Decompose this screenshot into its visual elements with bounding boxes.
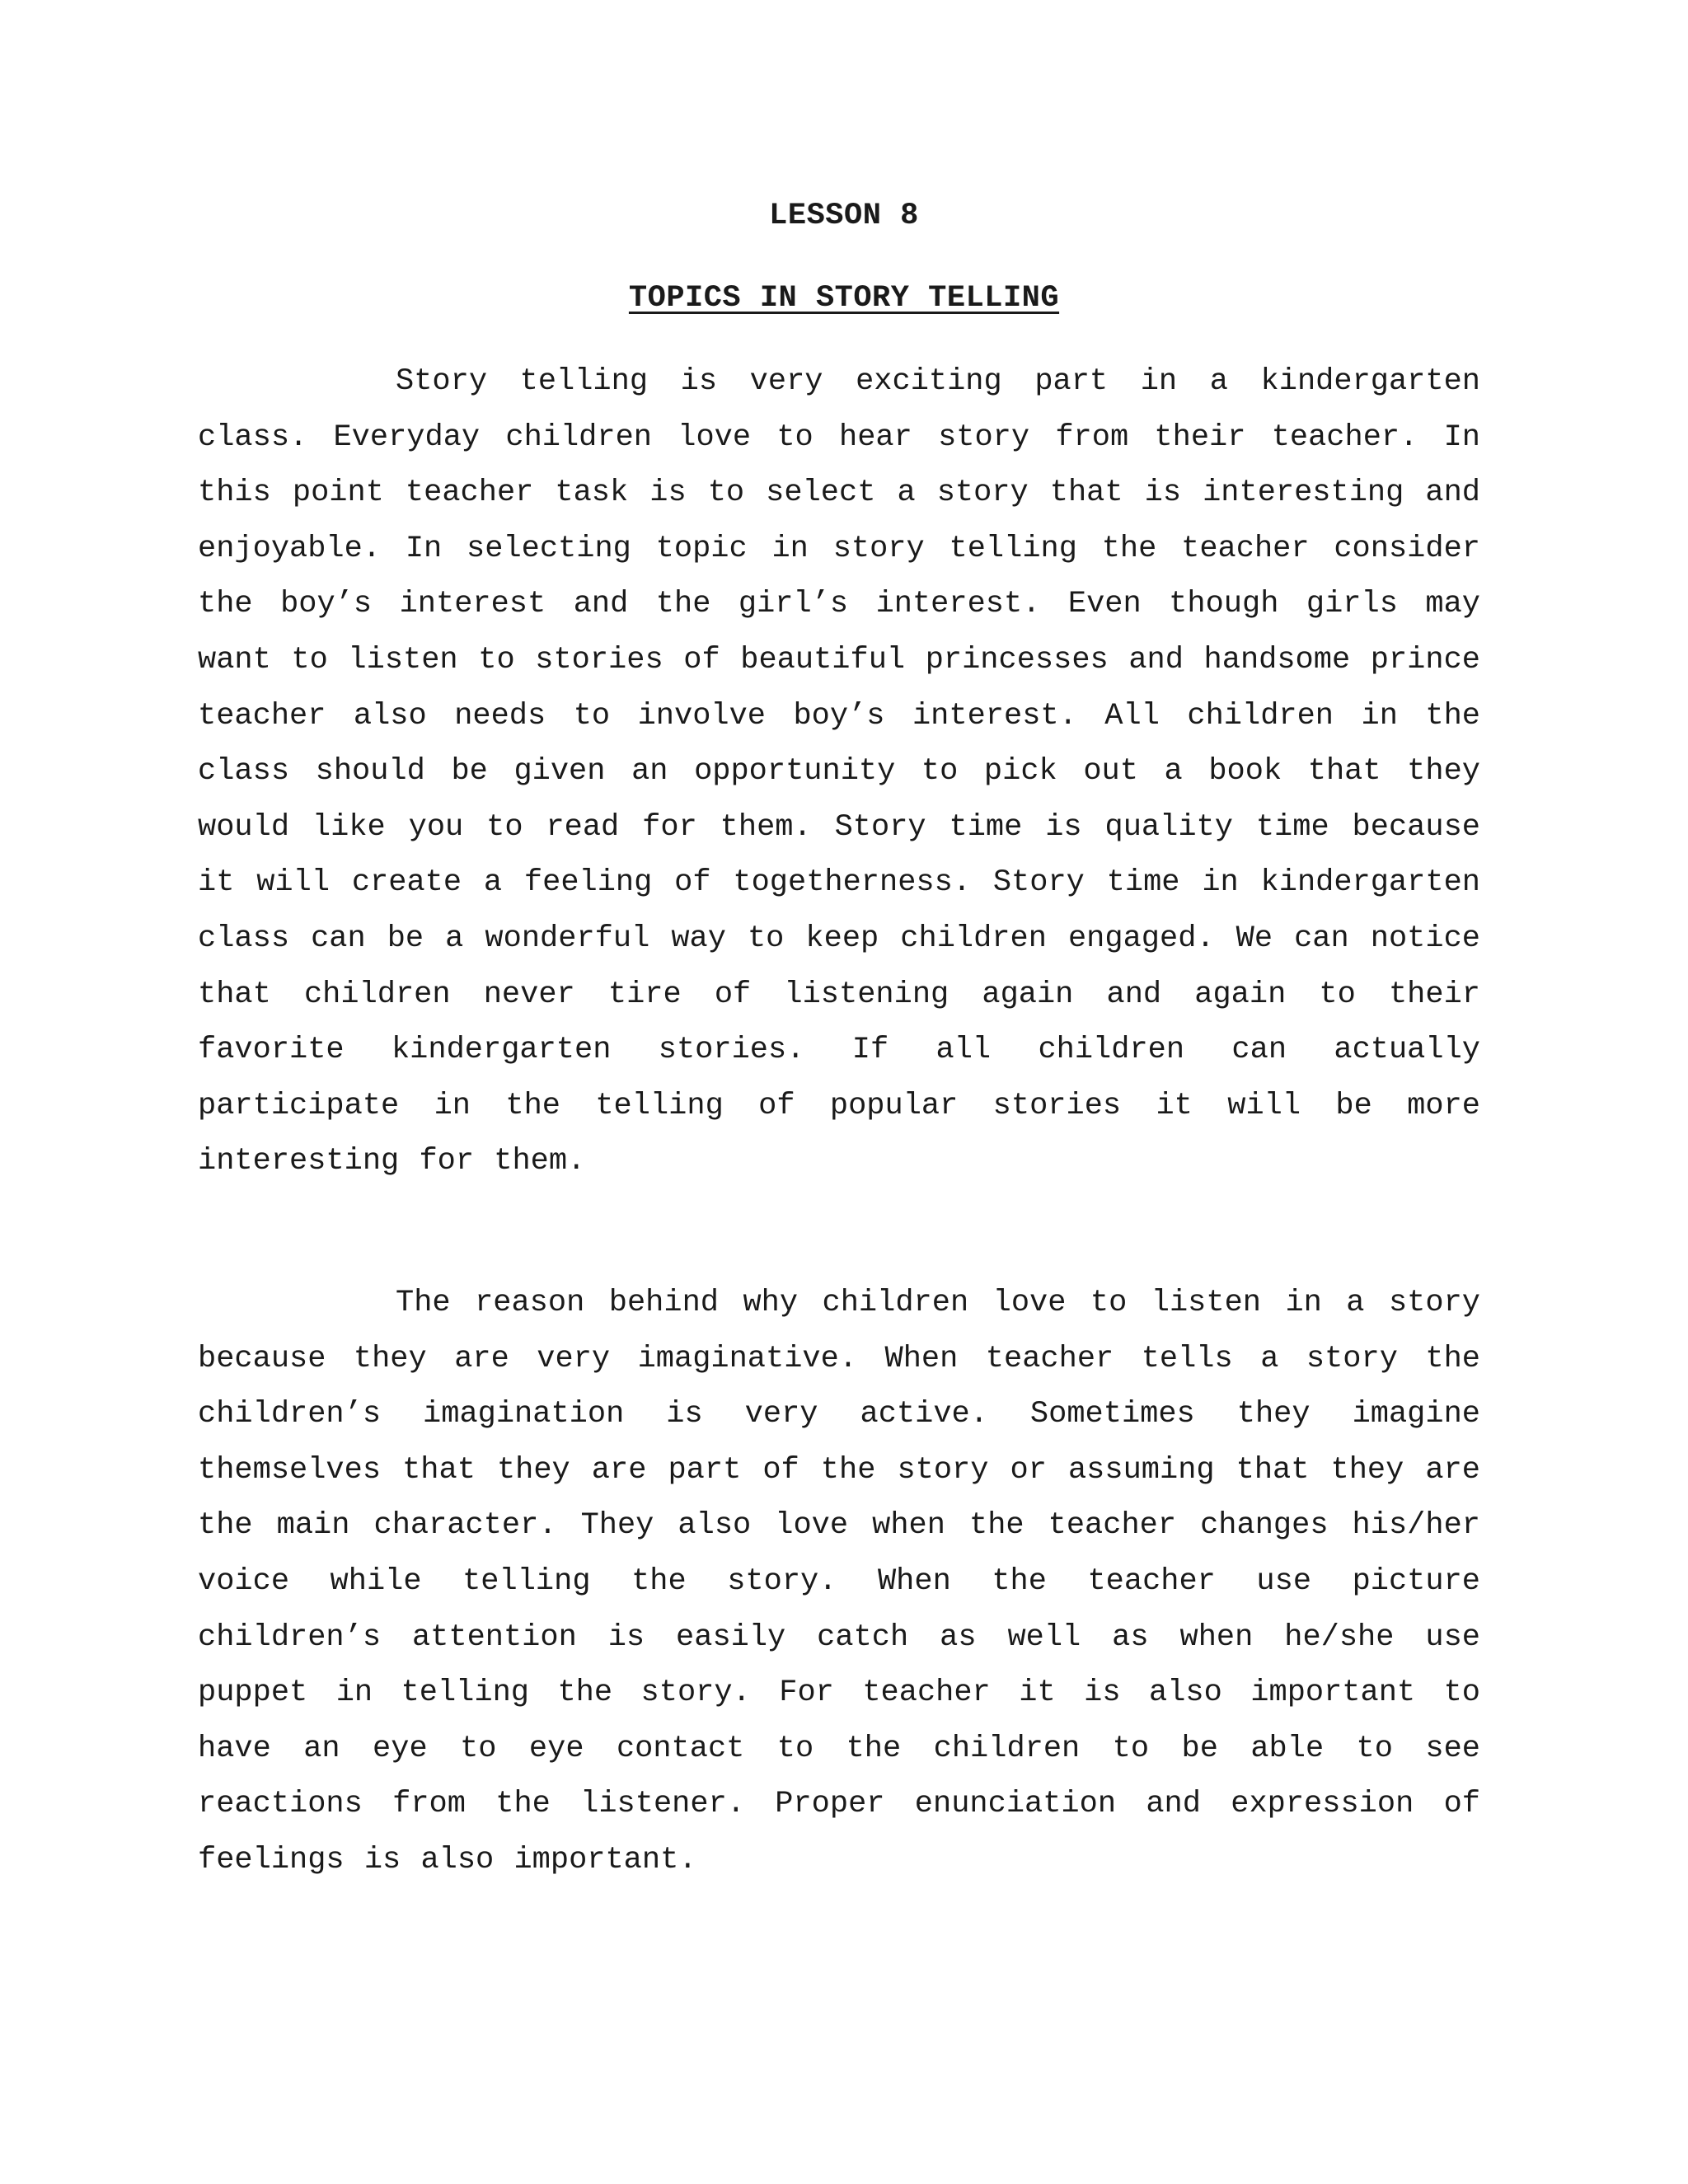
topic-title-text: TOPICS IN STORY TELLING — [628, 281, 1060, 316]
lesson-title: LESSON 8 — [769, 199, 919, 233]
paragraph-2: The reason behind why children love to listen in a story because they are very imaginative. When teacher tells a story the children’s imagination is very active. Sometimes they imagine themselves that they are part of the story or assuming that they are the main character. They also love when the teacher changes his/her voice while telling the story. When the teacher use picture children’s attention is easily catch as well as when he/she use puppet in telling the story. For teacher it is also important to have an eye to eye contact to the children to be able to see reactions from the listener. Proper enunciation and expression of feelings is also important. — [198, 1286, 1480, 1877]
topic-title — [0, 279, 1688, 318]
paragraph-1: Story telling is very exciting part in a kindergarten class. Everyday children love to hear story from their teacher. In this point teacher task is to select a story that is interesting and enjoyable. In selecting topic in story telling the teacher consider the boy’s interest and the girl’s interest. Even though girls may want to listen to stories of beautiful princesses and handsome prince teacher also needs to involve boy’s interest. All children in the class should be given an opportunity to pick out a book that they would like you to read for them. Story time is quality time because it will create a feeling of togetherness. Story time in kindergarten class can be a wonderful way to keep children engaged. We can notice that children never tire of listening again and again to their favorite kindergarten stories. If all children can actually participate in the telling of popular stories it will be more interesting for them. — [198, 364, 1480, 1179]
